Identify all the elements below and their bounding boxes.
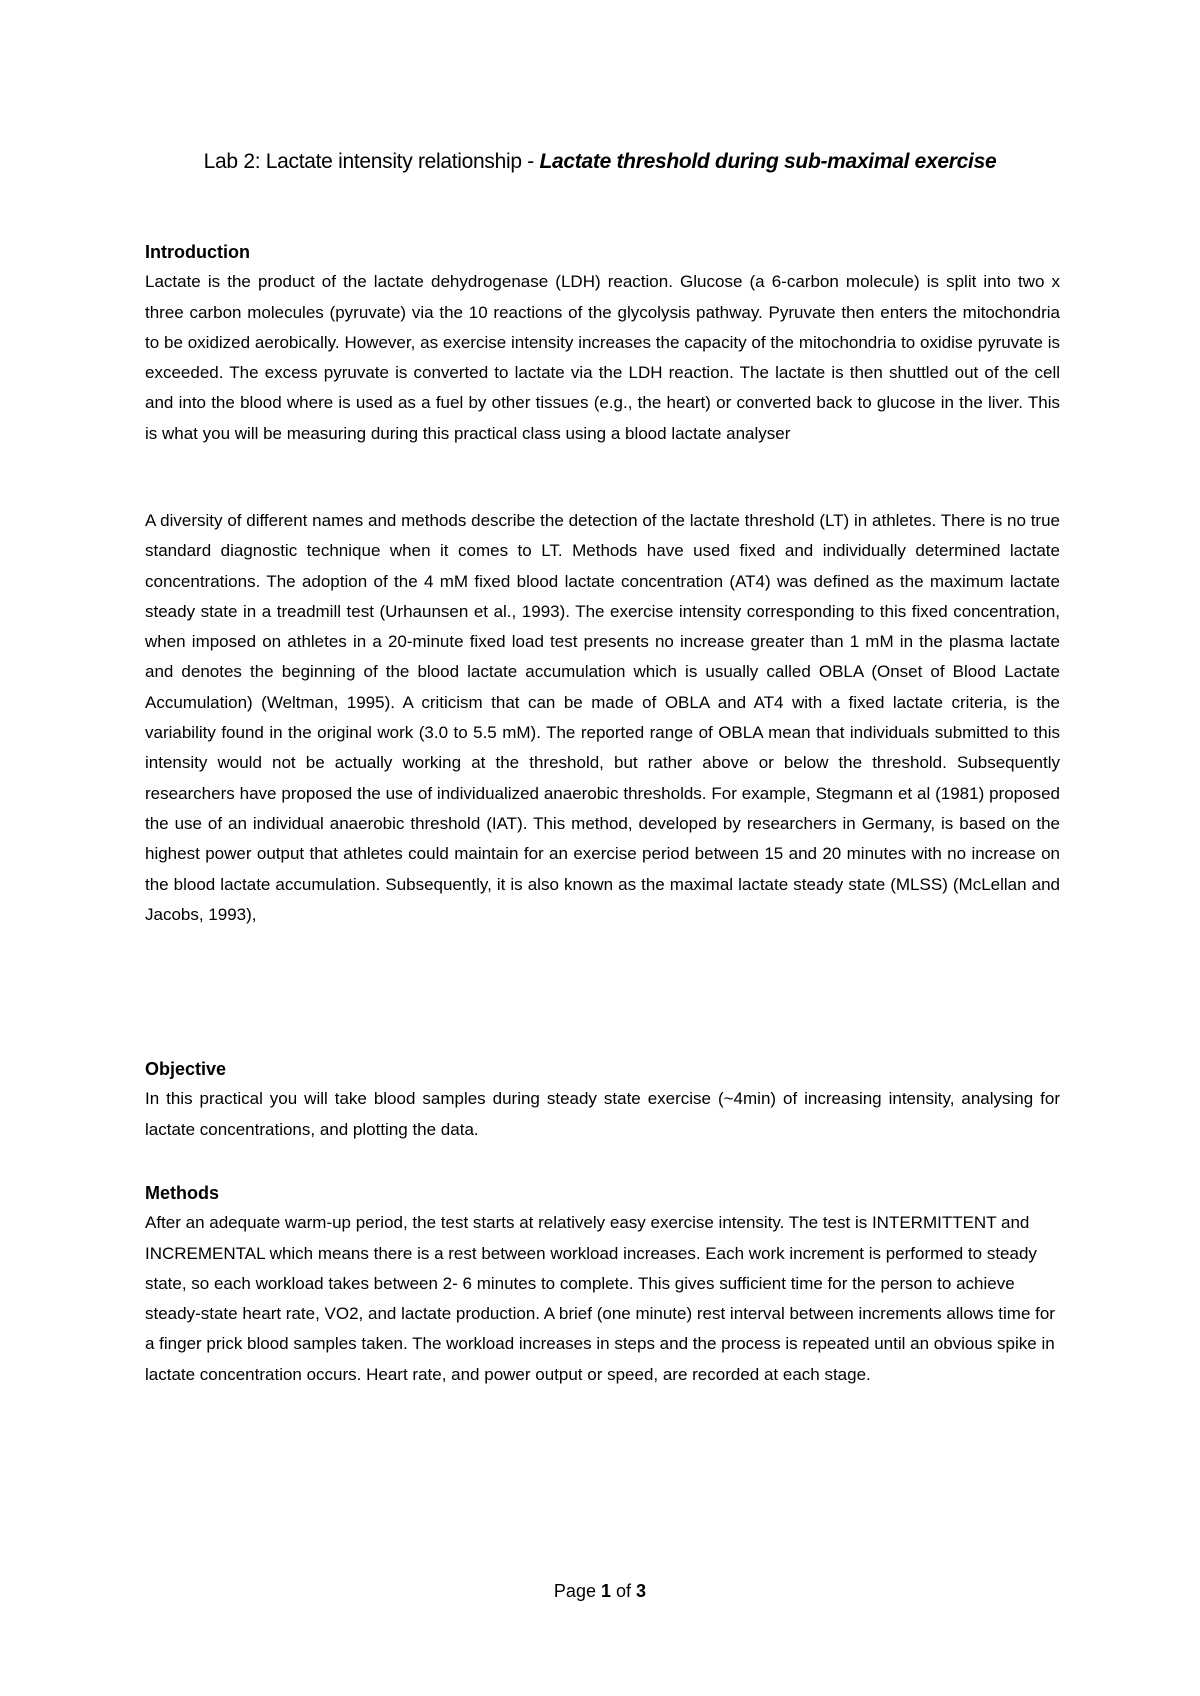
page-label: Page [553,1581,596,1601]
objective-section [145,1054,1060,1145]
title-main: Lab 2: Lactate intensity relationship - [203,150,540,173]
introduction-paragraph-2: A diversity of different names and methods describe the detection of the lactate threshold (LT) in athletes. There is no true standard diagnostic technique when it comes to LT. Methods have used fixed and individually determined lactate concentrations. The adoption of the 4 mM fixed blood lactate concentration (AT4) was defined as the maximum lactate steady state in a treadmill test (Urhaunsen et al., 1993). The exercise intensity corresponding to this fixed concentration, when imposed on athletes in a 20-minute fixed load test presents no increase greater than 1 mM in the plasma lactate and denotes the beginning of the blood lactate accumulation which is usually called OBLA (Onset of Blood Lactate Accumulation) (Weltman, 1995). A criticism that can be made of OBLA and AT4 with a fixed lactate criteria, is the variability found in the original work (3.0 to 5.5 mM). The reported range of OBLA mean that individuals submitted to this intensity would not be actually working at the threshold, but rather above or below the threshold. Subsequently researchers have proposed the use of individualized anaerobic thresholds. For example, Stegmann et al (1981) proposed the use of an individual anaerobic threshold (IAT). This method, developed by researchers in Germany, is based on the highest power output that athletes could maintain for an exercise period between 15 and 20 minutes with no increase on the blood lactate accumulation. Subsequently, it is also known as the maximal lactate steady state (MLSS) (McLellan and Jacobs, 1993), [145,511,1060,924]
page-number: 1 [600,1581,611,1601]
methods-section [145,1178,1060,1390]
introduction-paragraph-1: Lactate is the product of the lactate dehydrogenase (LDH) reaction. Glucose (a 6-carbon molecule) is split into two x three carbon molecules (pyruvate) via the 10 reactions of the glycolysis pathway. Pyruvate then enters the mitochondria to be oxidized aerobically. However, as exercise intensity increases the capacity of the mitochondria to oxidise pyruvate is exceeded. The excess pyruvate is converted to lactate via the LDH reaction. The lactate is then shuttled out of the cell and into the blood where is used as a fuel by other tissues (e.g., the heart) or converted back to glucose in the liver. This is what you will be measuring during this practical class using a blood lactate analyser [145,272,1060,443]
objective-text: In this practical you will take blood samples during steady state exercise (~4min) of increasing intensity, analysing for lactate concentrations, and plotting the data. [145,1089,1060,1139]
total-pages: 3 [636,1581,647,1601]
introduction-section [145,237,1060,449]
page-footer [0,1581,1200,1602]
methods-text: After an adequate warm-up period, the test starts at relatively easy exercise intensity. The test is INTERMITTENT and INCREMENTAL which means there is a rest between workload increases. Each work increment is performed to steady state, so each workload takes between 2- 6 minutes to complete. This gives sufficient time for the person to achieve steady-state heart rate, VO2, and lactate production. A brief (one minute) rest interval between increments allows time for a finger prick blood samples taken. The workload increases in steps and the process is repeated until an obvious spike in lactate concentration occurs. Heart rate, and power output or speed, are recorded at each stage. [145,1213,1055,1384]
of-label: of [616,1581,632,1601]
lactate-threshold-section [145,506,1060,930]
title-subtitle: Lactate threshold during sub-maximal exercise [539,150,997,173]
objective-heading: Objective [145,1059,227,1079]
introduction-heading: Introduction [145,242,250,262]
page-title [0,150,1200,174]
methods-heading: Methods [145,1183,219,1203]
